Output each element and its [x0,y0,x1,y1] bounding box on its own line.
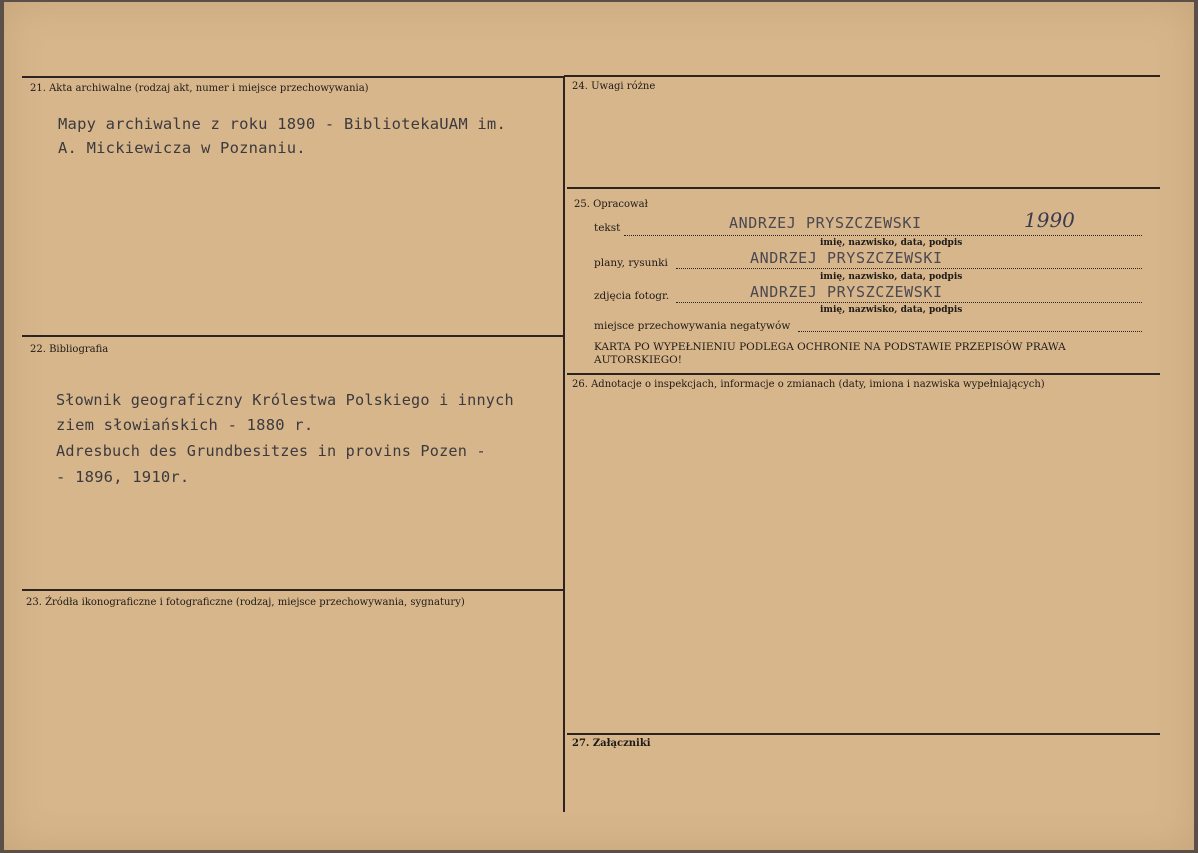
rule-26-27 [567,733,1160,735]
year-handwritten: 1990 [1024,208,1075,232]
section-26-label: 26. Adnotacje o inspekcjach, informacje o zmianach (daty, imiona i nazwiska wypełniających) [572,379,1045,390]
photos-row-value: ANDRZEJ PRYSZCZEWSKI [750,283,943,301]
section-22-text-line-2: ziem słowiańskich - 1880 r. [56,416,314,434]
photos-row-label: zdjęcia fotogr. [594,290,670,302]
negatives-label: miejsce przechowywania negatywów [594,320,791,332]
photos-row-line [676,302,1142,303]
section-21-label: 21. Akta archiwalne (rodzaj akt, numer i miejsce przechowywania) [30,83,369,94]
rule-22-23 [22,589,563,591]
section-22-text-line-4: - 1896, 1910r. [56,468,190,486]
section-24-label: 24. Uwagi różne [572,81,656,92]
text-row-caption: imię, nazwisko, data, podpis [820,238,963,248]
section-22-label: 22. Bibliografia [30,344,109,355]
top-rule-right [564,75,1160,77]
center-divider [563,76,565,812]
rule-25-26 [567,373,1160,375]
plans-row-caption: imię, nazwisko, data, podpis [820,272,963,282]
plans-row-line [676,268,1142,269]
rule-21-22 [22,335,563,337]
text-row-line [624,235,1142,236]
top-rule-left [22,76,564,78]
section-22-text-line-1: Słownik geograficzny Królestwa Polskiego i innych [56,391,514,409]
text-row-label: tekst [594,222,621,234]
plans-row-label: plany, rysunki [594,257,668,269]
copyright-notice: KARTA PO WYPEŁNIENIU PODLEGA OCHRONIE NA PODSTAWIE PRZEPISÓW PRAWA AUTORSKIEGO! [594,341,1066,366]
record-card [4,2,1194,850]
photos-row-caption: imię, nazwisko, data, podpis [820,305,963,315]
plans-row-value: ANDRZEJ PRYSZCZEWSKI [750,249,943,267]
negatives-line [798,331,1142,332]
section-21-text-line-2: A. Mickiewicza w Poznaniu. [58,139,306,157]
section-22-text-line-3: Adresbuch des Grundbesitzes in provins Pozen - [56,442,486,460]
section-27-label: 27. Załączniki [572,738,651,749]
section-21-text-line-1: Mapy archiwalne z roku 1890 - BibliotekaUAM im. [58,115,506,133]
text-row-value: ANDRZEJ PRYSZCZEWSKI [729,214,922,232]
section-23-label: 23. Źródła ikonograficzne i fotograficzne (rodzaj, miejsce przechowywania, sygnatury) [26,597,465,608]
section-25-label: 25. Opracował [574,199,648,210]
rule-24-25 [567,187,1160,189]
